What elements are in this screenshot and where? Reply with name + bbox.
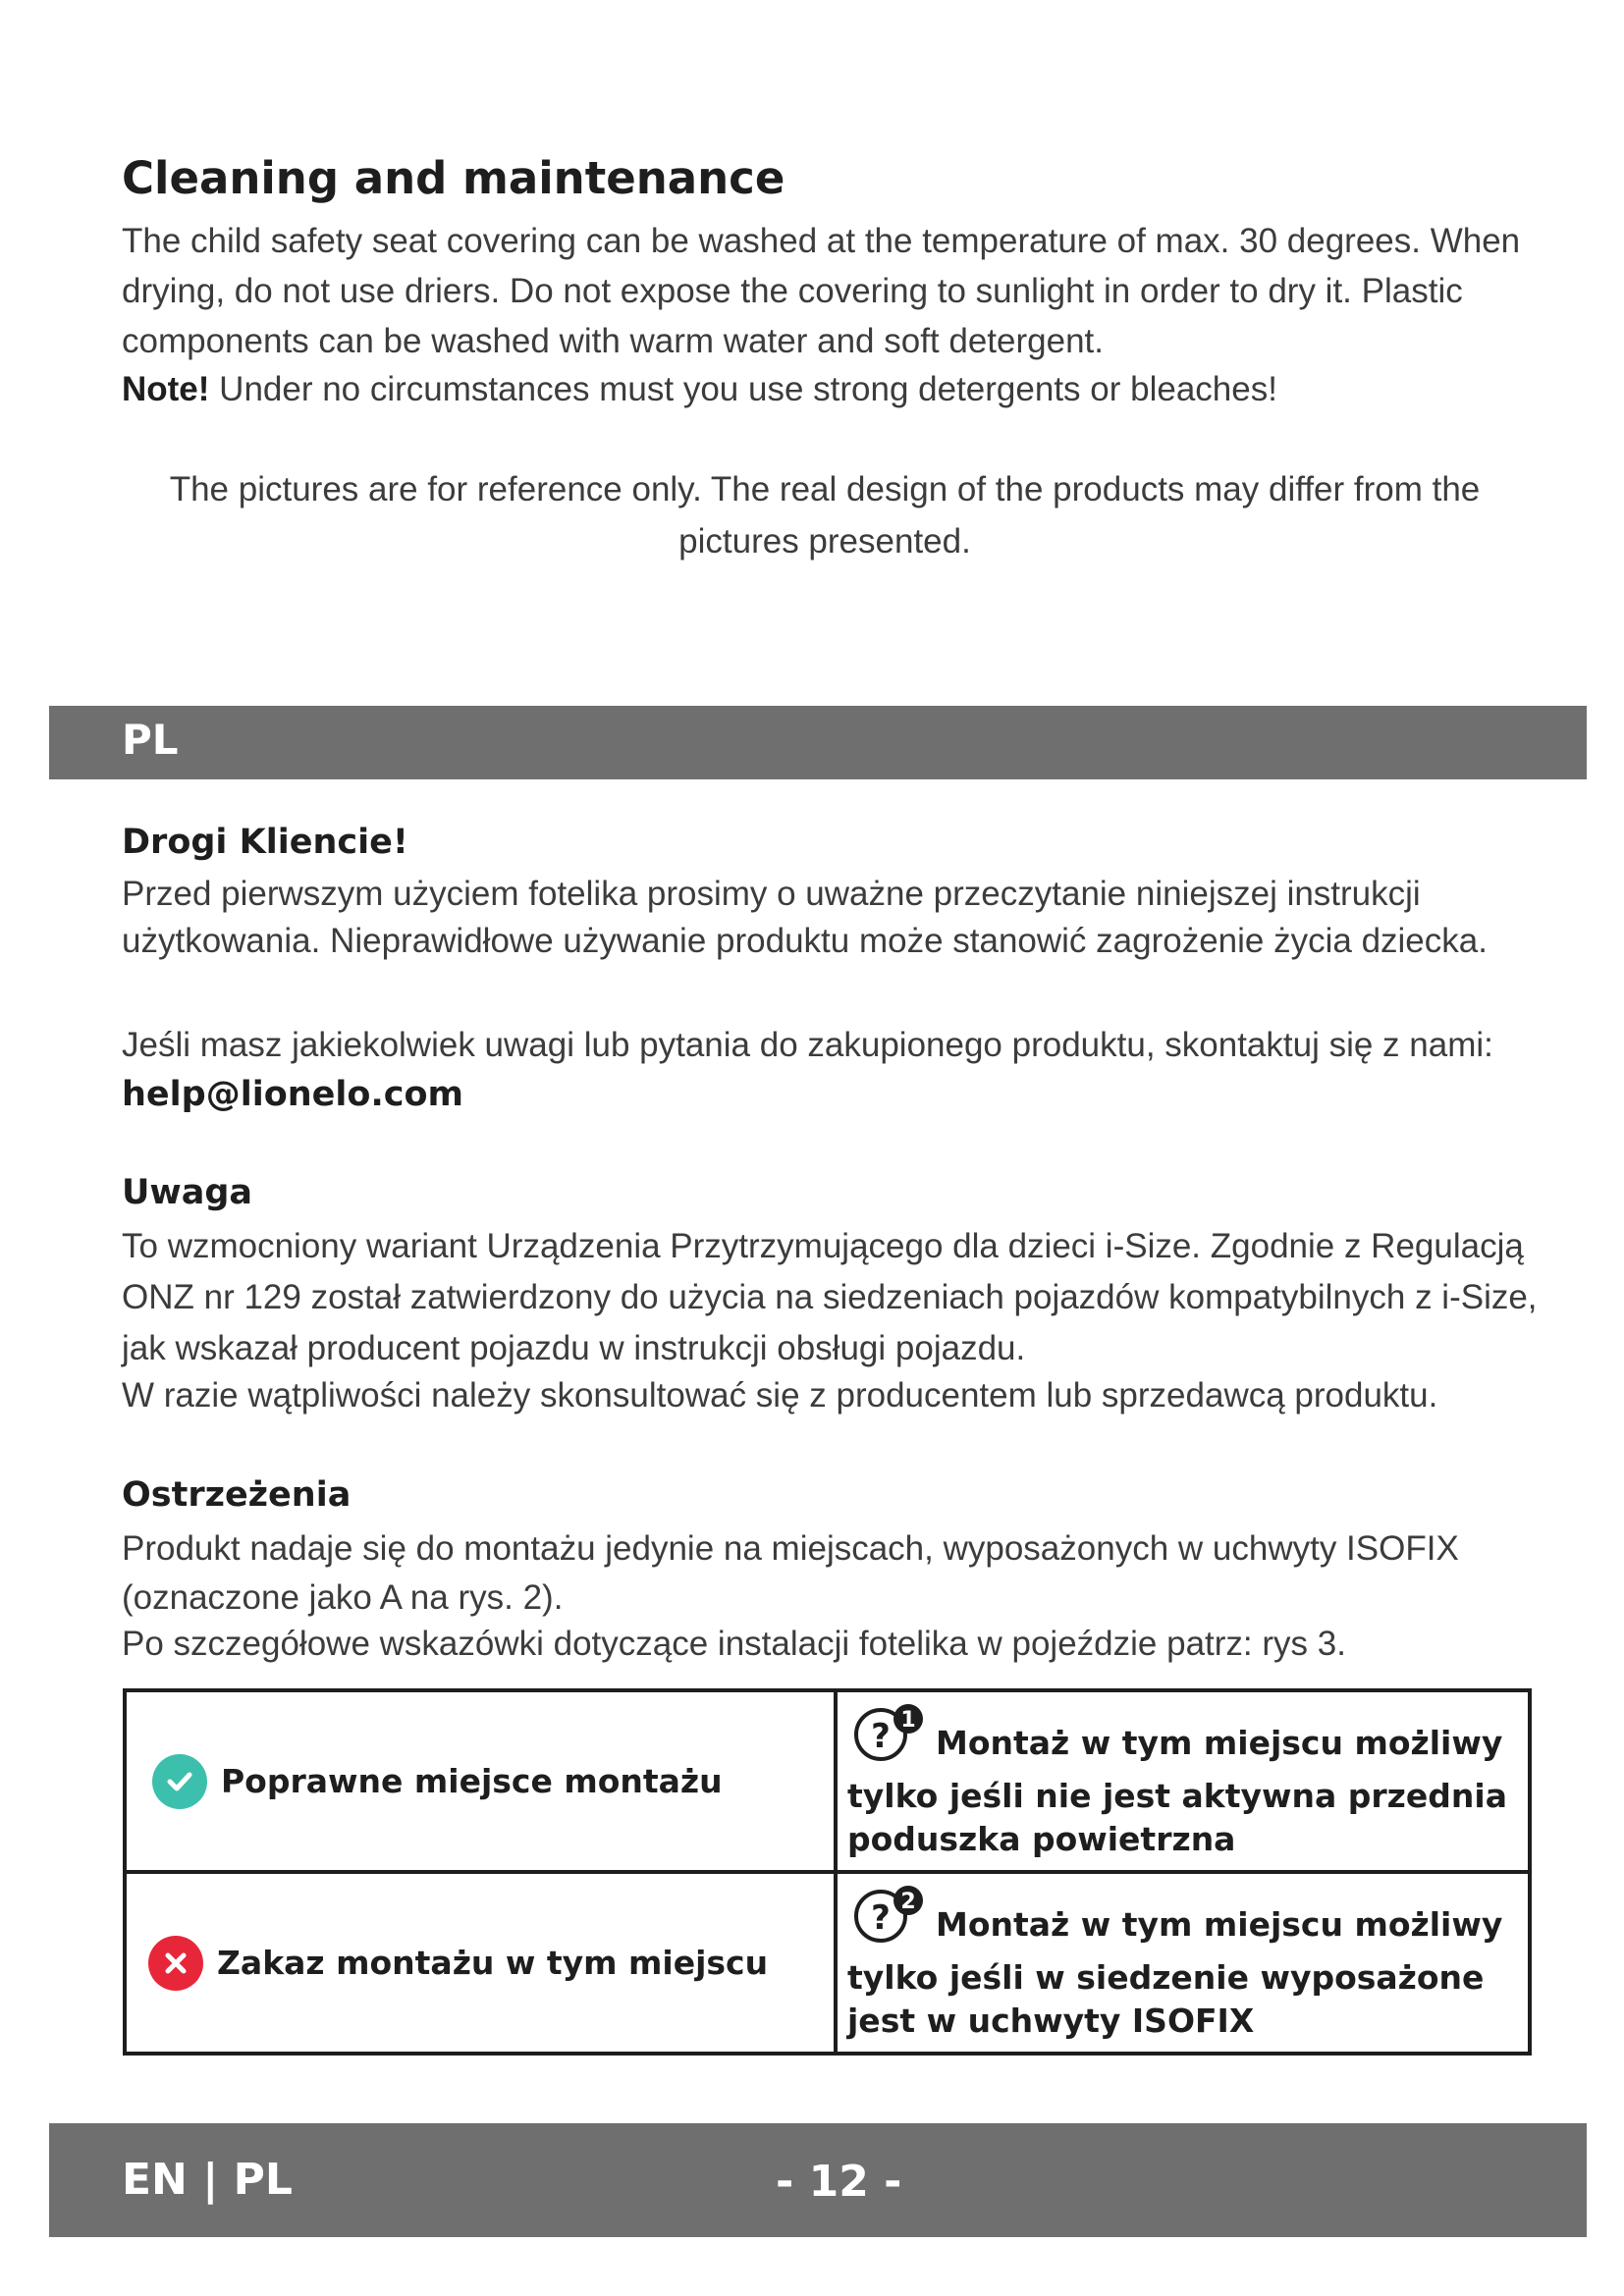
- legend-cell-correct: [125, 1690, 836, 1872]
- contact-text: Jeśli masz jakiekolwiek uwagi lub pytania do zakupionego produktu, skontaktuj się z nami:: [122, 1026, 1493, 1064]
- question-badge-2-icon: [847, 1883, 930, 1956]
- uwaga-text: To wzmocniony wariant Urządzenia Przytrzymującego dla dzieci i-Size. Zgodnie z Regulacją ONZ nr 129 został zatwierdzony do użycia na siedzeniach pojazdów kompatybilnych z i-Size, jak wskazał producent pojazdu w instrukcji obsługi pojazdu.: [122, 1227, 1538, 1367]
- mounting-legend-table: [123, 1688, 1532, 2056]
- greeting-text: Przed pierwszym użyciem fotelika prosimy o uważne przeczytanie niniejszej instrukcji użytkowania. Nieprawidłowe używanie produktu może stanowić zagrożenie życia dziecka.: [122, 875, 1488, 960]
- uwaga-title: Uwaga: [122, 1173, 253, 1212]
- legend-row: [125, 1690, 1530, 1872]
- warnings-text: Produkt nadaje się do montażu jedynie na miejscach, wyposażonych w uchwyty ISOFIX (oznaczone jako A na rys. 2).: [122, 1529, 1459, 1617]
- legend-label-forbidden: Zakaz montażu w tym miejscu: [217, 1944, 769, 1982]
- note-text: Under no circumstances must you use strong detergents or bleaches!: [209, 370, 1277, 408]
- legend-cell-conditional-1: [836, 1690, 1530, 1872]
- warnings-title: Ostrzeżenia: [122, 1475, 352, 1515]
- legend-row: [125, 1872, 1530, 2054]
- check-circle-icon: [152, 1754, 207, 1809]
- greeting-title: Drogi Kliencie!: [122, 823, 408, 862]
- language-bar-pl: [49, 706, 1587, 779]
- note-line: [122, 365, 1565, 414]
- disclaimer: The pictures are for reference only. The real design of the products may differ from the pictures presented.: [169, 470, 1481, 561]
- legend-label-correct: Poprawne miejsce montażu: [221, 1762, 723, 1800]
- badge-number: 1: [900, 1708, 916, 1733]
- contact-email[interactable]: help@lionelo.com: [122, 1075, 464, 1114]
- legend-label-conditional-2: Montaż w tym miejscu możliwy tylko jeśli w siedzenie wyposażone jest w uchwyty ISOFIX: [847, 1905, 1503, 2040]
- uwaga-text-2: W razie wątpliwości należy skonsultować się z producentem lub sprzedawcą produktu.: [122, 1376, 1438, 1415]
- cleaning-paragraph: The child safety seat covering can be washed at the temperature of max. 30 degrees. When drying, do not use driers. Do not expose the covering to sunlight in order to dry it. Plastic components can be washed with warm water and soft detergent.: [122, 222, 1521, 360]
- note-label: Note!: [122, 370, 210, 408]
- footer-languages: EN | PL: [122, 2155, 293, 2205]
- svg-text:?: ?: [871, 1898, 891, 1938]
- footer-bar: [49, 2123, 1587, 2237]
- svg-text:?: ?: [871, 1717, 891, 1756]
- legend-label-conditional-1: Montaż w tym miejscu możliwy tylko jeśli nie jest aktywna przednia poduszka powietrzna: [847, 1724, 1507, 1858]
- legend-cell-forbidden: [125, 1872, 836, 2054]
- language-bar-label: PL: [122, 716, 179, 764]
- section-title-cleaning: Cleaning and maintenance: [122, 152, 785, 204]
- question-badge-1-icon: [847, 1701, 930, 1775]
- badge-number: 2: [900, 1890, 916, 1914]
- page-number: - 12 -: [776, 2157, 902, 2207]
- x-circle-icon: [148, 1936, 203, 1991]
- legend-cell-conditional-2: [836, 1872, 1530, 2054]
- warnings-text-2: Po szczegółowe wskazówki dotyczące instalacji fotelika w pojeździe patrz: rys 3.: [122, 1625, 1346, 1663]
